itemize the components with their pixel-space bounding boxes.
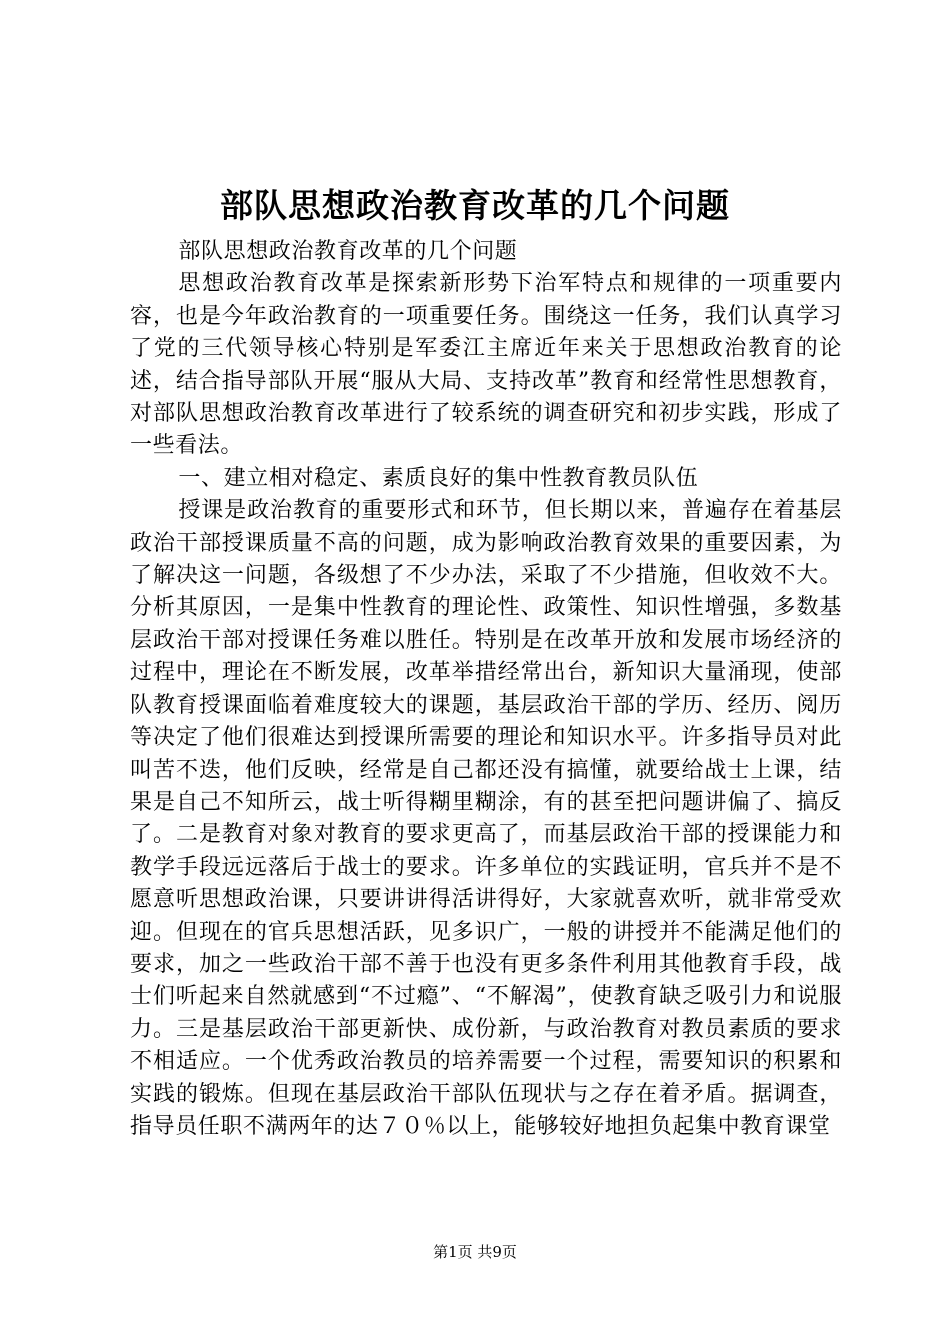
document-body: [130, 236, 842, 1143]
paragraph-section-body: 授课是政治教育的重要形式和环节，但长期以来，普遍存在着基层政治干部授课质量不高的问题，成为影响政治教育效果的重要因素，为了解决这一问题，各级想了不少办法，采取了不少措施，但收效不大。分析其原因，一是集中性教育的理论性、政策性、知识性增强，多数基层政治干部对授课任务难以胜任。特别是在改革开放和发展市场经济的过程中，理论在不断发展，改革举措经常出台，新知识大量涌现，使部队教育授课面临着难度较大的课题，基层政治干部的学历、经历、阅历等决定了他们很难达到授课所需要的理论和知识水平。许多指导员对此叫苦不迭，他们反映，经常是自己都还没有搞懂，就要给战士上课，结果是自己不知所云，战士听得糊里糊涂，有的甚至把问题讲偏了、搞反了。二是教育对象对教育的要求更高了，而基层政治干部的授课能力和教学手段远远落后于战士的要求。许多单位的实践证明，官兵并不是不愿意听思想政治课，只要讲讲得活讲得好，大家就喜欢听，就非常受欢迎。但现在的官兵思想活跃，见多识广，一般的讲授并不能满足他们的要求，加之一些政治干部不善于也没有更多条件利用其他教育手段，战士们听起来自然就感到“不过瘾”、“不解渴”，使教育缺乏吸引力和说服力。三是基层政治干部更新快、成份新，与政治教育对教员素质的要求不相适应。一个优秀政治教员的培养需要一个过程，需要知识的积累和实践的锻炼。但现在基层政治干部队伍现状与之存在着矛盾。据调查，指导员任职不满两年的达７０％以上，能够较好地担负起集中教育课堂: [130, 498, 842, 1139]
document-title: 部队思想政治教育改革的几个问题: [220, 186, 730, 225]
paragraph-subtitle: 部队思想政治教育改革的几个问题: [178, 239, 518, 264]
page-footer: 第1页 共9页: [433, 1243, 517, 1261]
paragraph-intro: 思想政治教育改革是探索新形势下治军特点和规律的一项重要内容，也是今年政治教育的一项重要任务。围绕这一任务，我们认真学习了党的三代领导核心特别是军委江主席近年来关于思想政治教育的论述，结合指导部队开展“服从大局、支持改革”教育和经常性思想教育，对部队思想政治教育改革进行了较系统的调查研究和初步实践，形成了一些看法。: [130, 271, 842, 459]
paragraph-section-heading: 一、建立相对稳定、素质良好的集中性教育教员队伍: [178, 465, 699, 491]
